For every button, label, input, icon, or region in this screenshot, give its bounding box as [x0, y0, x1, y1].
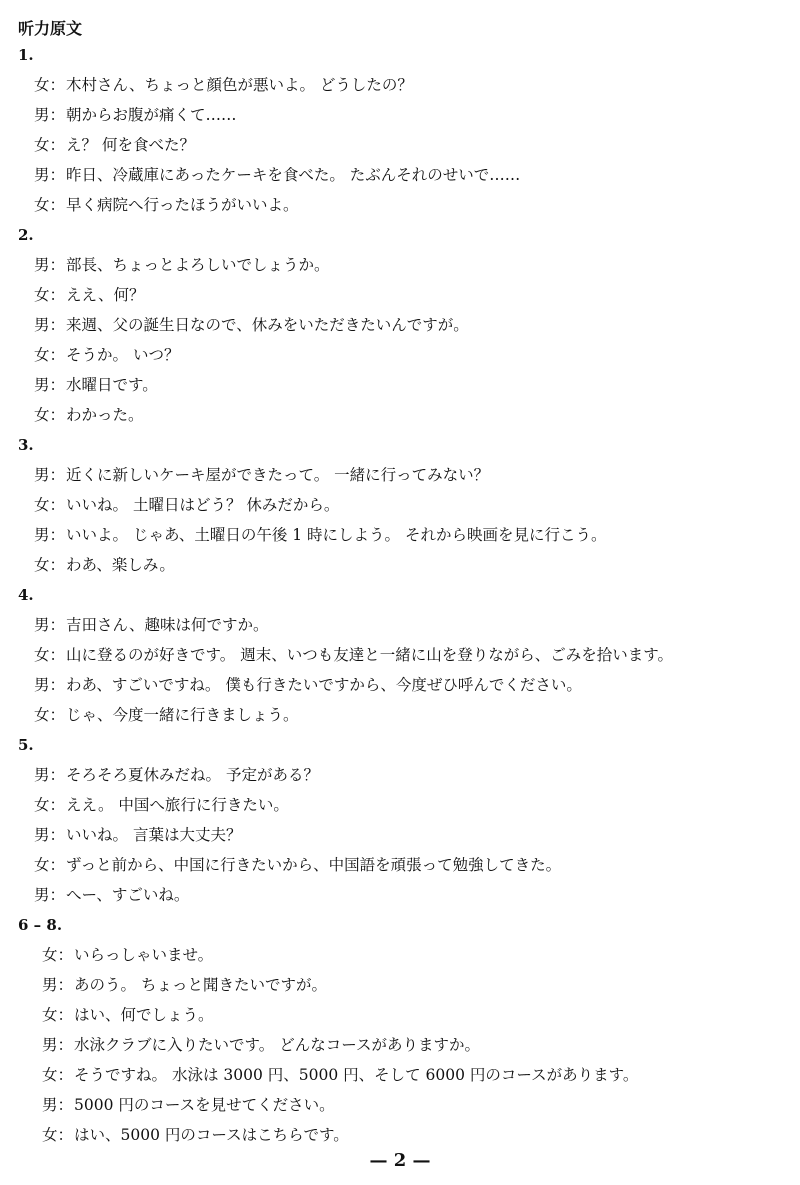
speaker-label: 男 — [34, 466, 50, 484]
dialogue-text: ずっと前から、中国に行きたいから、中国語を頑張って勉強してきた。 — [66, 856, 562, 874]
dialogue-line — [34, 705, 299, 725]
speaker-label: 男 — [42, 1036, 58, 1054]
dialogue-line — [34, 315, 469, 335]
speaker-colon: ： — [49, 196, 66, 214]
dialogue-text: 昨日、冷蔵庫にあったケーキを食べた。 たぶんそれのせいで…… — [66, 166, 521, 184]
dialogue-text: そろそろ夏休みだね。 予定がある？ — [66, 766, 319, 784]
dialogue-line — [34, 495, 339, 515]
dialogue-text: 水曜日です。 — [66, 376, 158, 394]
dialogue-text: 早く病院へ行ったほうがいいよ。 — [66, 196, 299, 214]
dialogue-text: わかった。 — [66, 406, 144, 424]
dialogue-text: 来週、父の誕生日なので、休みをいただきたいんですが。 — [66, 316, 469, 334]
dialogue-line — [34, 105, 237, 125]
speaker-label: 女 — [34, 496, 50, 514]
speaker-colon: ： — [57, 1006, 74, 1024]
section-number: 6 – 8. — [18, 916, 63, 934]
speaker-colon: ： — [49, 106, 66, 124]
dialogue-text: いいね。 言葉は大丈夫？ — [66, 826, 242, 844]
dialogue-line — [34, 885, 189, 905]
speaker-label: 男 — [34, 106, 50, 124]
speaker-label: 女 — [42, 946, 58, 964]
dialogue-text: わあ、すごいですね。 僕も行きたいですから、今度ぜひ呼んでください。 — [66, 676, 582, 694]
dialogue-line — [34, 195, 299, 215]
speaker-label: 女 — [42, 1126, 58, 1144]
speaker-colon: ： — [49, 466, 66, 484]
speaker-colon: ： — [49, 406, 66, 424]
speaker-label: 女 — [34, 196, 50, 214]
dialogue-text: そうか。 いつ？ — [66, 346, 180, 364]
dialogue-text: ええ、何？ — [66, 286, 145, 304]
speaker-label: 男 — [34, 616, 50, 634]
speaker-colon: ： — [49, 256, 66, 274]
dialogue-text: へー、すごいね。 — [66, 886, 190, 904]
dialogue-text: じゃ、今度一緒に行きましょう。 — [66, 706, 299, 724]
section-number: 4. — [18, 586, 34, 604]
speaker-label: 女 — [34, 286, 50, 304]
dialogue-line — [42, 1065, 638, 1085]
dialogue-text: そうですね。 水泳は 3000 円、5000 円、そして 6000 円のコースがあります。 — [74, 1066, 639, 1084]
speaker-colon: ： — [57, 1066, 74, 1084]
speaker-colon: ： — [49, 76, 66, 94]
speaker-label: 女 — [34, 706, 50, 724]
dialogue-text: え？ 何を食べた？ — [66, 136, 195, 154]
dialogue-line — [34, 165, 520, 185]
speaker-label: 男 — [42, 1096, 58, 1114]
dialogue-text: 部長、ちょっとよろしいでしょうか。 — [66, 256, 330, 274]
speaker-colon: ： — [57, 1126, 74, 1144]
speaker-label: 男 — [34, 526, 50, 544]
dialogue-line — [34, 525, 606, 545]
speaker-label: 男 — [34, 166, 50, 184]
speaker-label: 男 — [34, 826, 50, 844]
dialogue-line — [34, 825, 241, 845]
dialogue-line — [42, 975, 327, 995]
speaker-label: 女 — [42, 1006, 58, 1024]
speaker-colon: ： — [49, 316, 66, 334]
speaker-label: 女 — [34, 556, 50, 574]
dialogue-line — [34, 405, 144, 425]
speaker-colon: ： — [49, 136, 66, 154]
speaker-label: 女 — [34, 346, 50, 364]
speaker-label: 男 — [34, 376, 50, 394]
speaker-colon: ： — [49, 826, 66, 844]
speaker-label: 女 — [34, 406, 50, 424]
dialogue-text: いいね。 土曜日はどう？ 休みだから。 — [66, 496, 340, 514]
dialogue-line — [34, 255, 330, 275]
dialogue-text: いいよ。 じゃあ、土曜日の午後 1 時にしよう。 それから映画を見に行こう。 — [66, 526, 607, 544]
speaker-label: 女 — [42, 1066, 58, 1084]
speaker-colon: ： — [57, 1036, 74, 1054]
speaker-colon: ： — [49, 766, 66, 784]
section-number: 1. — [18, 46, 34, 64]
speaker-colon: ： — [57, 946, 74, 964]
speaker-label: 男 — [34, 676, 50, 694]
dialogue-text: 木村さん、ちょっと顔色が悪いよ。 どうしたの？ — [66, 76, 413, 94]
speaker-label: 女 — [34, 136, 50, 154]
dialogue-line — [34, 465, 489, 485]
speaker-colon: ： — [49, 856, 66, 874]
speaker-colon: ： — [49, 526, 66, 544]
dialogue-line — [42, 945, 213, 965]
dialogue-line — [34, 795, 289, 815]
dialogue-line — [34, 375, 158, 395]
dialogue-text: わあ、楽しみ。 — [66, 556, 175, 574]
dialogue-line — [34, 615, 268, 635]
speaker-colon: ： — [49, 706, 66, 724]
speaker-label: 男 — [34, 256, 50, 274]
dialogue-line — [34, 135, 195, 155]
speaker-colon: ： — [57, 1096, 74, 1114]
speaker-colon: ： — [49, 616, 66, 634]
dialogue-line — [34, 285, 144, 305]
page-number: — 2 — — [369, 1150, 431, 1171]
speaker-colon: ： — [57, 976, 74, 994]
dialogue-text: いらっしゃいませ。 — [74, 946, 214, 964]
dialogue-text: あのう。 ちょっと聞きたいですが。 — [74, 976, 327, 994]
dialogue-line — [34, 765, 319, 785]
speaker-colon: ： — [49, 166, 66, 184]
dialogue-line — [42, 1035, 480, 1055]
dialogue-line — [34, 555, 175, 575]
dialogue-line — [34, 345, 179, 365]
dialogue-line — [42, 1095, 335, 1115]
section-number: 2. — [18, 226, 34, 244]
dialogue-text: はい、何でしょう。 — [74, 1006, 214, 1024]
speaker-label: 女 — [34, 76, 50, 94]
speaker-colon: ： — [49, 346, 66, 364]
speaker-colon: ： — [49, 676, 66, 694]
speaker-colon: ： — [49, 286, 66, 304]
speaker-colon: ： — [49, 886, 66, 904]
speaker-colon: ： — [49, 646, 66, 664]
section-number: 3. — [18, 436, 34, 454]
speaker-colon: ： — [49, 496, 66, 514]
dialogue-text: 山に登るのが好きです。 週末、いつも友達と一緒に山を登りながら、ごみを拾います。 — [66, 646, 673, 664]
dialogue-text: 水泳クラブに入りたいです。 どんなコースがありますか。 — [74, 1036, 480, 1054]
dialogue-text: ええ。 中国へ旅行に行きたい。 — [66, 796, 289, 814]
dialogue-text: 朝からお腹が痛くて…… — [66, 106, 237, 124]
section-number: 5. — [18, 736, 34, 754]
speaker-label: 女 — [34, 646, 50, 664]
dialogue-line — [34, 75, 413, 95]
speaker-label: 女 — [34, 856, 50, 874]
dialogue-text: 5000 円のコースを見せてください。 — [74, 1096, 335, 1114]
dialogue-line — [42, 1125, 349, 1145]
dialogue-line — [34, 645, 673, 665]
speaker-colon: ： — [49, 796, 66, 814]
speaker-label: 男 — [42, 976, 58, 994]
dialogue-text: 吉田さん、趣味は何ですか。 — [66, 616, 269, 634]
dialogue-line — [34, 855, 561, 875]
speaker-label: 女 — [34, 796, 50, 814]
dialogue-line — [42, 1005, 214, 1025]
speaker-colon: ： — [49, 376, 66, 394]
dialogue-text: 近くに新しいケーキ屋ができたって。 一緒に行ってみない？ — [66, 466, 490, 484]
speaker-label: 男 — [34, 886, 50, 904]
speaker-label: 男 — [34, 766, 50, 784]
dialogue-text: はい、5000 円のコースはこちらです。 — [74, 1126, 349, 1144]
speaker-colon: ： — [49, 556, 66, 574]
page-title: 听力原文 — [18, 19, 83, 38]
dialogue-line — [34, 675, 582, 695]
speaker-label: 男 — [34, 316, 50, 334]
